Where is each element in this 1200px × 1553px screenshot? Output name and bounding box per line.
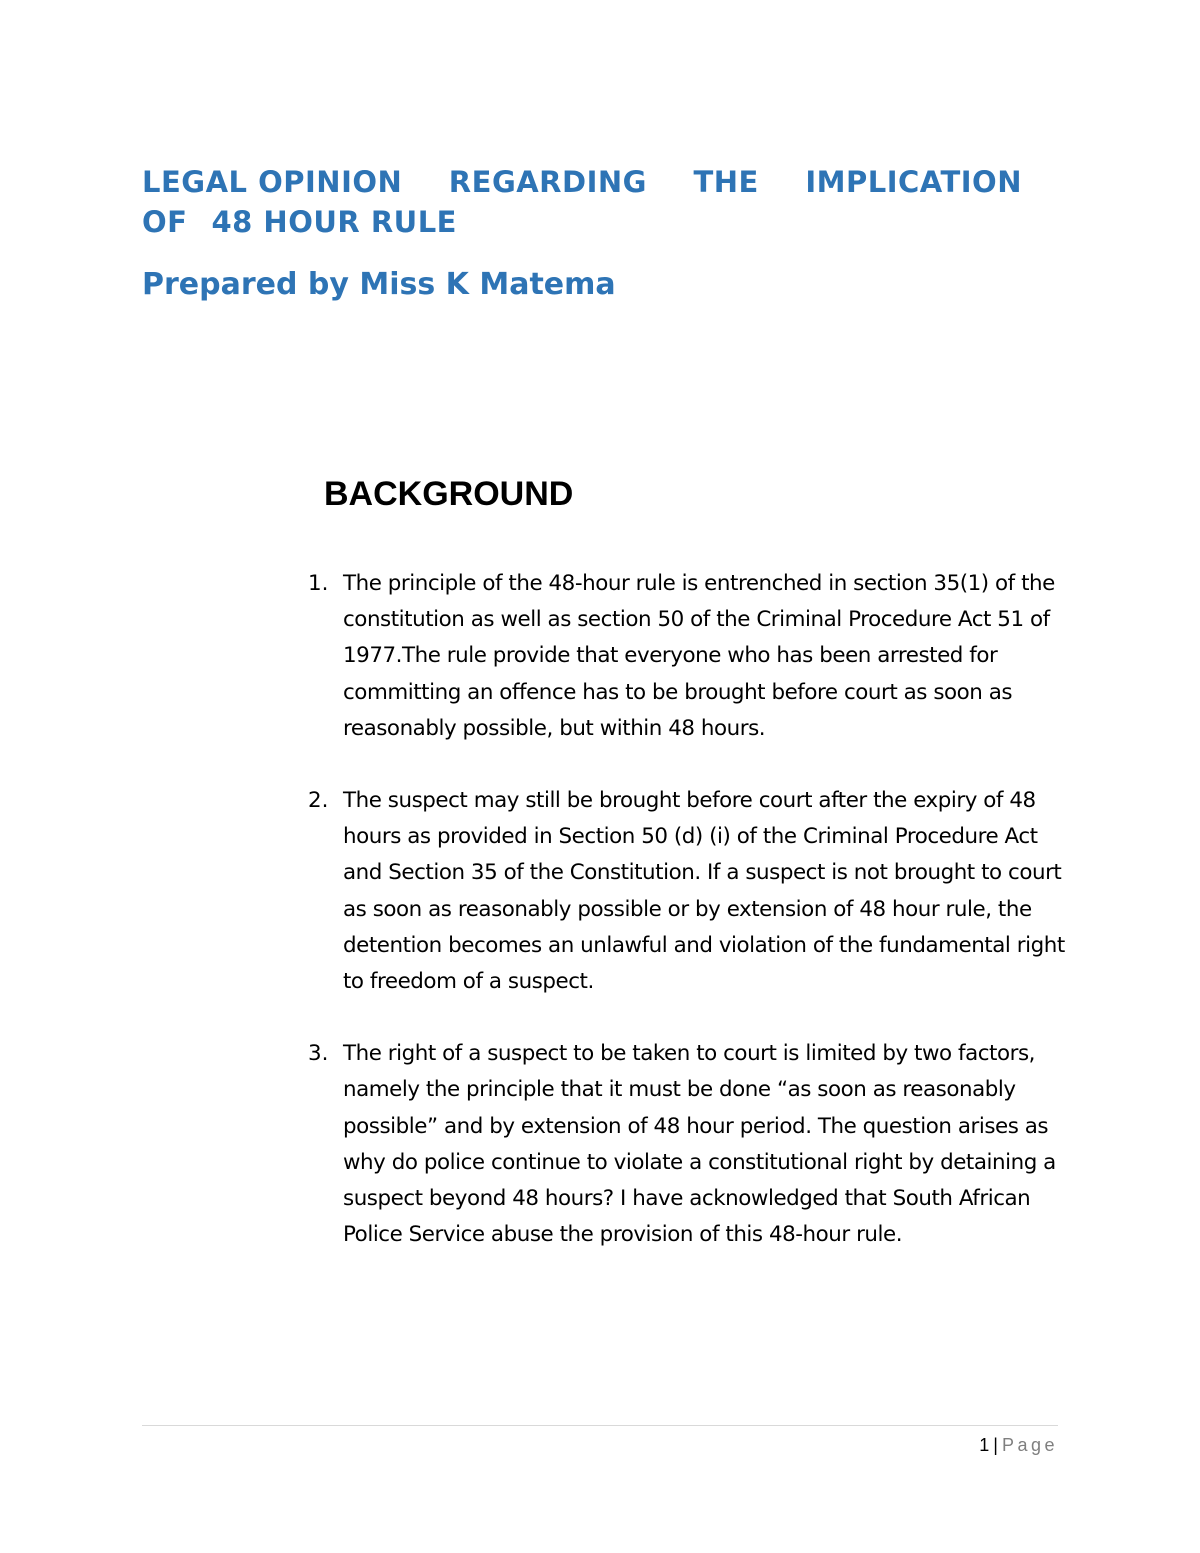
document-author: Prepared by Miss K Matema	[142, 267, 616, 302]
title-word: LEGAL OPINION	[142, 165, 403, 199]
document-title	[142, 162, 1022, 242]
list-item	[300, 1036, 1070, 1253]
title-line-2	[142, 202, 1022, 242]
title-line-1	[142, 162, 1022, 202]
title-word: IMPLICATION	[805, 165, 1022, 199]
list-item-text: The principle of the 48-hour rule is entrenched in section 35(1) of the constitution as well as section 50 of the Criminal Procedure Act 51 of 1977.The rule provide that everyone who has been arrested for committing an offence has to be brought before court as soon as reasonably possible, but within 48 hours.	[343, 571, 1055, 741]
footer-divider	[142, 1425, 1058, 1426]
title-word: THE	[693, 165, 759, 199]
section-heading-background: BACKGROUND	[324, 475, 574, 513]
list-item-number: 1.	[308, 571, 329, 596]
page-label: Page	[1001, 1435, 1058, 1455]
title-word: 48 HOUR RULE	[211, 205, 457, 239]
title-word: REGARDING	[448, 165, 647, 199]
page-separator: |	[993, 1435, 998, 1455]
list-item-number: 2.	[308, 788, 329, 814]
list-item-text: The suspect may still be brought before court after the expiry of 48 hours as provided in Section 50 (d) (i) of the Criminal Procedure Act and Section 35 of the Constitution. If a suspect is not brought to court as soon as reasonably possible or by extension of 48 hour rule, the detention becomes an unlawful and violation of the fundamental right to freedom of a suspect.	[343, 788, 1065, 995]
page-number: 1	[979, 1435, 990, 1455]
list-item-text: The right of a suspect to be taken to court is limited by two factors, namely the principle that it must be done “as soon as reasonably possible” and by extension of 48 hour period. The question arises as why do police continue to violate a constitutional right by detaining a suspect beyond 48 hours? I have acknowledged that South African Police Service abuse the provision of this 48-hour rule.	[343, 1041, 1056, 1248]
page-footer	[979, 1433, 1058, 1457]
background-list	[300, 566, 1070, 1289]
title-word: OF	[142, 205, 188, 239]
list-item-number: 3.	[308, 1041, 329, 1067]
list-item	[300, 783, 1070, 1000]
list-item	[300, 566, 1070, 747]
